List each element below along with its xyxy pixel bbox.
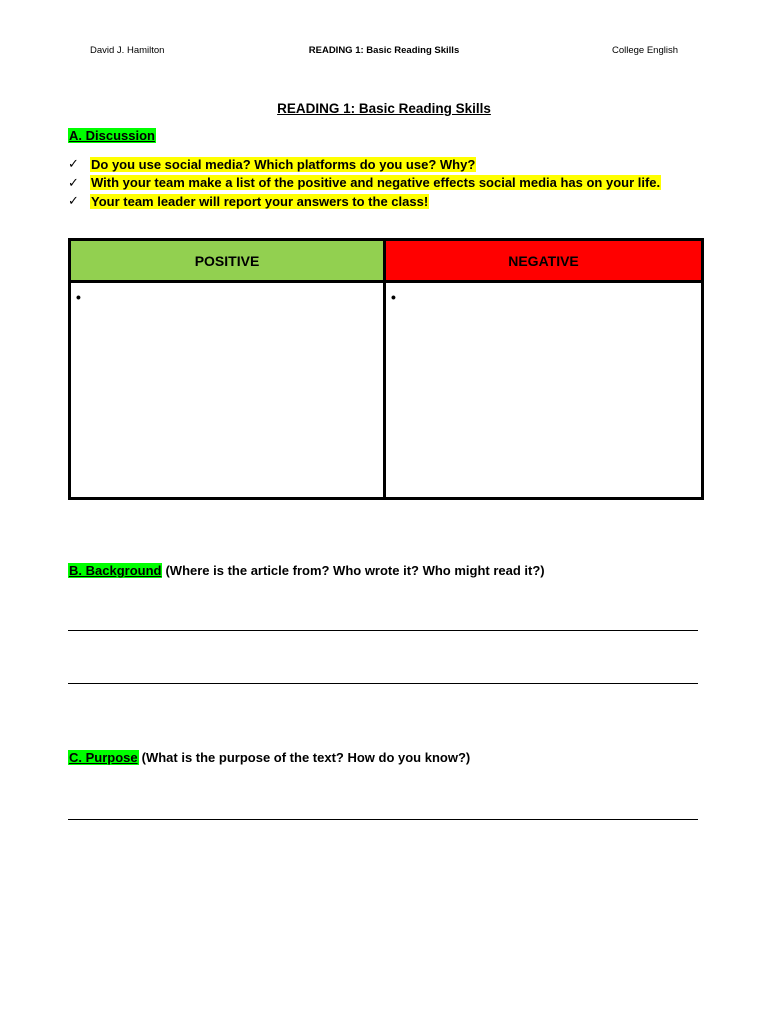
checkmark-icon: ✓	[68, 193, 79, 209]
purpose-prompt: (What is the purpose of the text? How do you know?)	[141, 750, 471, 765]
header-title: READING 1: Basic Reading Skills	[308, 45, 460, 56]
header-author: David J. Hamilton	[90, 45, 165, 56]
checkmark-icon: ✓	[68, 156, 79, 172]
negative-header: NEGATIVE	[386, 241, 701, 283]
discussion-list	[68, 155, 661, 211]
answer-line[interactable]	[68, 683, 698, 684]
bullet-icon: •	[391, 289, 396, 305]
section-c-heading	[68, 750, 470, 765]
document-title: READING 1: Basic Reading Skills	[277, 101, 491, 116]
section-b-heading	[68, 563, 545, 578]
discussion-item-text: Do you use social media? Which platforms do you use? Why?	[91, 156, 476, 172]
answer-line[interactable]	[68, 630, 698, 631]
section-a-heading	[68, 128, 156, 143]
negative-answer-cell[interactable]	[386, 283, 701, 497]
answer-line[interactable]	[68, 819, 698, 820]
discussion-item-text: Your team leader will report your answers to the class!	[91, 193, 429, 209]
positive-header: POSITIVE	[71, 241, 386, 283]
discussion-heading-label: A. Discussion	[69, 128, 155, 143]
discussion-item-text: With your team make a list of the positive and negative effects social media has on your life.	[91, 175, 661, 191]
purpose-heading-label: C. Purpose	[69, 750, 138, 765]
background-prompt: (Where is the article from? Who wrote it? Who might read it?)	[165, 563, 545, 578]
background-heading-label: B. Background	[69, 563, 162, 578]
discussion-item	[68, 174, 661, 193]
header-course: College English	[611, 45, 678, 56]
discussion-item	[68, 155, 661, 174]
bullet-icon: •	[76, 289, 81, 305]
positive-negative-table	[68, 238, 704, 500]
checkmark-icon: ✓	[68, 174, 79, 190]
positive-answer-cell[interactable]	[71, 283, 386, 497]
discussion-item	[68, 192, 661, 211]
